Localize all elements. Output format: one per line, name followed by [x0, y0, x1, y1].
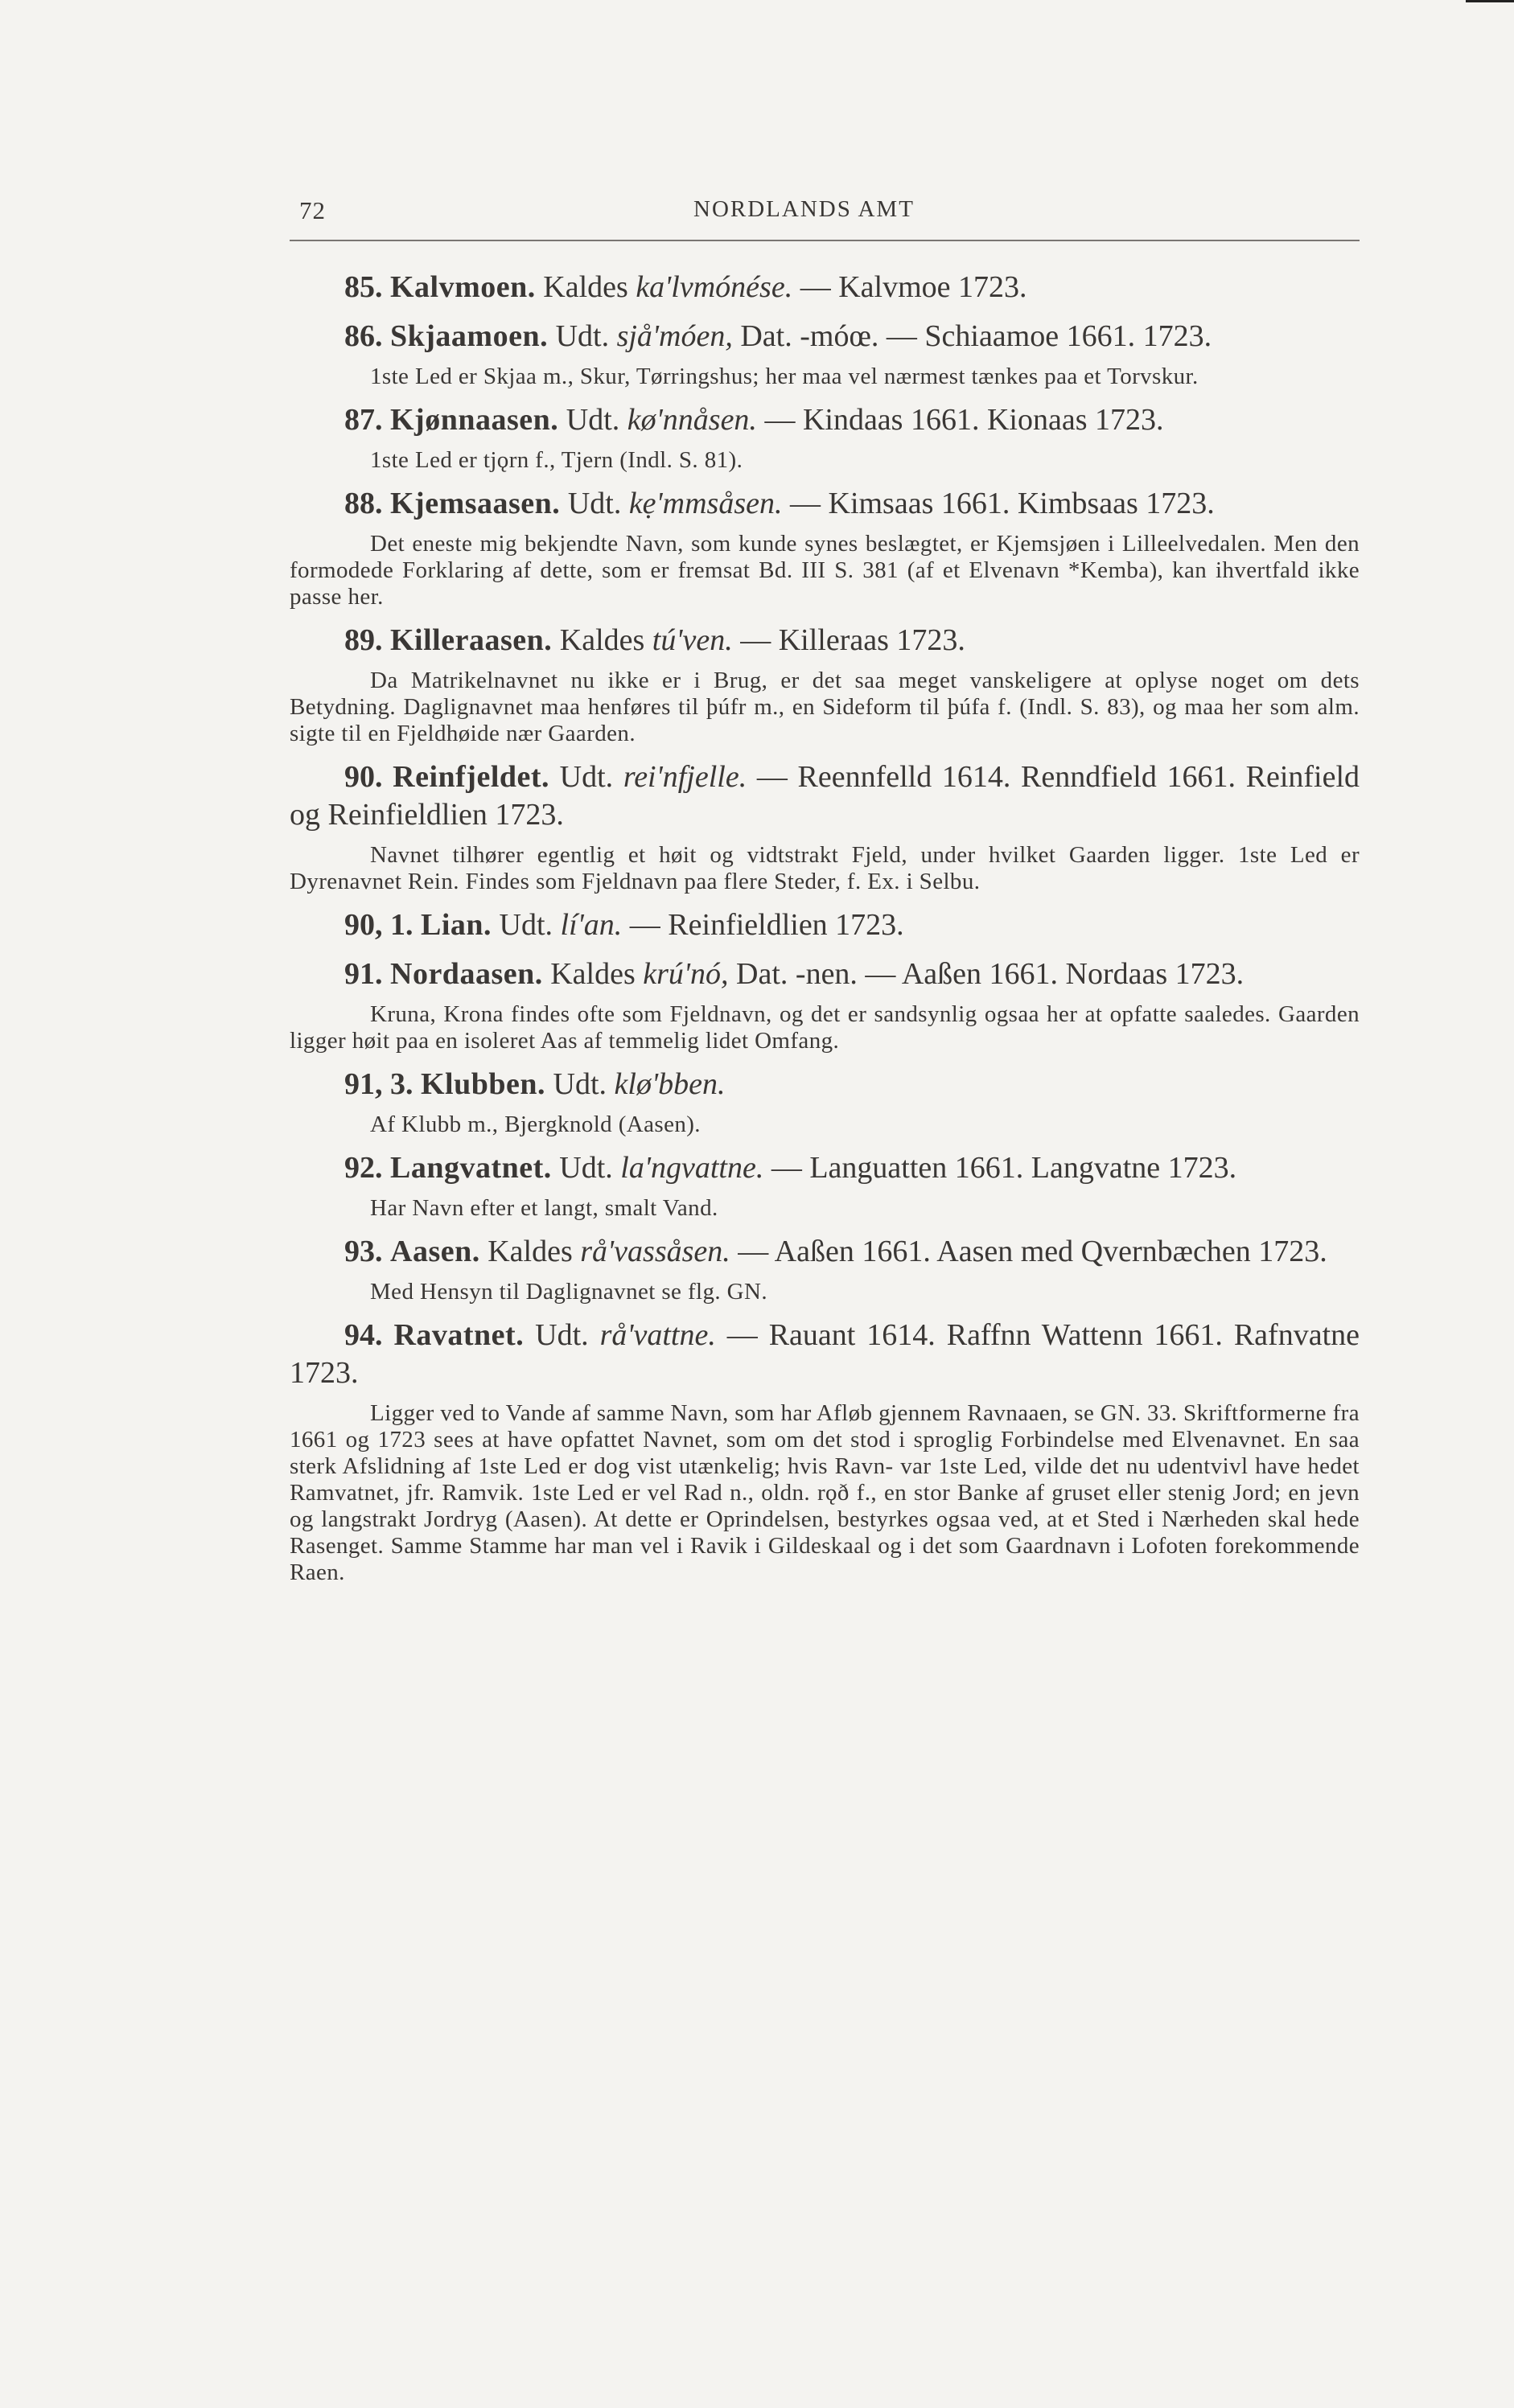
entry-number: 90.: [344, 760, 383, 794]
entry-note: 1ste Led er Skjaa m., Skur, Tørringshus; her maa vel nærmest tænkes paa et Torvskur.: [370, 364, 1199, 389]
entry-note: Med Hensyn til Daglignavnet se flg. GN.: [370, 1279, 768, 1305]
place-entry: [290, 955, 1360, 1054]
entry-name: Klubben.: [421, 1067, 546, 1101]
entry-note: Navnet tilhører egentlig et høit og vidtstrakt Fjeld, under hvilket Gaarden ligger. 1ste Led er Dyrenavnet Rein. Findes som Fjeldnavn paa flere Steder, f. Ex. i Selbu.: [290, 842, 1360, 894]
entry-verb: Udt.: [535, 1318, 589, 1352]
entry-heading: [290, 401, 1360, 439]
entry-heading: [290, 1066, 1360, 1103]
page-number: 72: [299, 196, 326, 224]
place-entry: [290, 1233, 1360, 1305]
entry-verb: Kaldes: [543, 270, 628, 304]
entry-verb: Udt.: [553, 1067, 607, 1101]
place-entry: [290, 401, 1360, 474]
entry-number: 91, 3.: [344, 1067, 413, 1101]
entry-number: 88.: [344, 487, 383, 520]
entry-heading: [290, 758, 1360, 834]
entry-heading: [290, 1149, 1360, 1187]
entry-verb: Udt.: [559, 1151, 613, 1185]
entry-forms: Dat. -nen. — Aaßen 1661. Nordaas 1723.: [736, 957, 1245, 991]
entry-verb: Udt.: [499, 908, 553, 942]
entry-number: 85.: [344, 270, 383, 304]
entry-name: Langvatnet.: [390, 1151, 552, 1185]
entry-number: 89.: [344, 623, 383, 657]
entry-name: Reinfjeldet.: [393, 760, 550, 794]
entry-note: Da Matrikelnavnet nu ikke er i Brug, er det saa meget vanskeligere at oplyse noget om dets Betydning. Daglignavnet maa henføres til þúfr m., en Sideform til þúfa f. (Indl. S. 83), og maa her som alm. sigte til en Fjeldhøide nær Gaarden.: [290, 668, 1360, 746]
entry-note: Af Klubb m., Bjergknold (Aasen).: [370, 1112, 701, 1137]
page-edge-mark: [1466, 0, 1514, 2]
running-head: [290, 185, 1360, 233]
entry-pronunciation: rå'vassåsen.: [580, 1235, 730, 1268]
entry-verb: Udt.: [567, 487, 622, 520]
entry-verb: Udt.: [559, 760, 614, 794]
entry-number: 90, 1.: [344, 908, 413, 942]
entry-number: 91.: [344, 957, 383, 991]
place-entry: [290, 906, 1360, 944]
entry-heading: [290, 1317, 1360, 1392]
entry-number: 87.: [344, 403, 383, 437]
entry-number: 93.: [344, 1235, 383, 1268]
place-entry: [290, 485, 1360, 610]
entry-pronunciation: kẹ'mmsåsen.: [628, 487, 783, 520]
entry-forms: — Kalvmoe 1723.: [800, 270, 1027, 304]
entry-heading: [290, 318, 1360, 355]
entry-pronunciation: ka'lvmónése.: [636, 270, 793, 304]
entry-forms: Dat. -móœ. — Schiaamoe 1661. 1723.: [740, 319, 1212, 353]
entry-forms: — Rauant 1614. Raffnn Wattenn 1661. Rafnvatne 1723.: [290, 1318, 1360, 1390]
entry-pronunciation: rå'vattne.: [599, 1318, 716, 1352]
entry-pronunciation: tú'ven.: [652, 623, 733, 657]
entry-pronunciation: klø'bben.: [614, 1067, 726, 1101]
entry-name: Aasen.: [390, 1235, 480, 1268]
entry-number: 94.: [344, 1318, 383, 1352]
entry-name: Killeraasen.: [390, 623, 553, 657]
place-entry: [290, 1149, 1360, 1222]
entry-name: Kjemsaasen.: [390, 487, 561, 520]
entry-pronunciation: kø'nnåsen.: [627, 403, 757, 437]
place-entry: [290, 622, 1360, 747]
entry-forms: — Reinfieldlien 1723.: [629, 908, 904, 942]
entry-pronunciation: krú'nó,: [643, 957, 729, 991]
place-entry: [290, 1066, 1360, 1138]
entry-number: 86.: [344, 319, 383, 353]
entry-verb: Udt.: [555, 319, 610, 353]
entry-forms: — Reennfelld 1614. Renndfield 1661. Reinfield og Reinfieldlien 1723.: [290, 760, 1360, 832]
entry-forms: — Languatten 1661. Langvatne 1723.: [771, 1151, 1237, 1185]
entry-name: Ravatnet.: [393, 1318, 525, 1352]
place-entry: [290, 1317, 1360, 1586]
entry-name: Kjønnaasen.: [390, 403, 559, 437]
entry-heading: [290, 955, 1360, 993]
entry-pronunciation: sjå'móen,: [616, 319, 733, 353]
header-rule: [290, 240, 1360, 241]
entry-name: Nordaasen.: [390, 957, 543, 991]
entry-heading: [290, 622, 1360, 660]
entry-verb: Kaldes: [488, 1235, 573, 1268]
entry-heading: [290, 1233, 1360, 1271]
entry-note: 1ste Led er tjǫrn f., Tjern (Indl. S. 81).: [370, 447, 743, 473]
entry-pronunciation: rei'nfjelle.: [623, 760, 747, 794]
entry-list: [290, 269, 1360, 1586]
entry-note: Ligger ved to Vande af samme Navn, som har Afløb gjennem Ravnaaen, se GN. 33. Skriftformerne fra 1661 og 1723 sees at have opfattet Navnet, som om det stod i sproglig Forbindelse med Elvenavnet. En saa sterk Afslidning af 1ste Led er dog vist utænkelig; hvis Ravn- var 1ste Led, vilde det nu udentvivl have hedet Ramvatnet, jfr. Ramvik. 1ste Led er vel Rad n., oldn. rǫð f., en stor Banke af gruset eller stenig Jord; en jevn og langstrakt Jordryg (Aasen). At dette er Oprindelsen, bestyrkes ogsaa ved, at et Sted i Nærheden skal hede Rasenget. Samme Stamme har man vel i Ravik i Gildeskaal og i det som Gaardnavn i Lofoten forekommende Raen.: [290, 1400, 1360, 1585]
entry-name: Lian.: [421, 908, 492, 942]
entry-forms: — Kimsaas 1661. Kimbsaas 1723.: [790, 487, 1215, 520]
entry-verb: Udt.: [566, 403, 620, 437]
running-title: NORDLANDS AMT: [693, 196, 915, 222]
place-entry: [290, 318, 1360, 390]
entry-note: Det eneste mig bekjendte Navn, som kunde synes beslægtet, er Kjemsjøen i Lilleelvedalen. Men den formodede Forklaring af dette, som er fremsat Bd. III S. 381 (af et Elvenavn *Kemba), kan ihvertfald ikke passe her.: [290, 531, 1360, 610]
entry-number: 92.: [344, 1151, 383, 1185]
entry-forms: — Killeraas 1723.: [740, 623, 965, 657]
entry-heading: [290, 269, 1360, 306]
entry-name: Skjaamoen.: [390, 319, 549, 353]
entry-forms: — Kindaas 1661. Kionaas 1723.: [764, 403, 1164, 437]
entry-pronunciation: lí'an.: [560, 908, 623, 942]
entry-verb: Kaldes: [559, 623, 645, 657]
entry-heading: [290, 485, 1360, 523]
entry-forms: — Aaßen 1661. Aasen med Qvernbæchen 1723.: [738, 1235, 1327, 1268]
entry-note: Kruna, Krona findes ofte som Fjeldnavn, og det er sandsynlig ogsaa her at opfatte saaledes. Gaarden ligger høit paa en isoleret Aas af temmelig lidet Omfang.: [290, 1001, 1360, 1054]
text-block: [290, 185, 1360, 1597]
entry-note: Har Navn efter et langt, smalt Vand.: [370, 1195, 718, 1221]
place-entry: [290, 269, 1360, 306]
entry-verb: Kaldes: [550, 957, 636, 991]
entry-name: Kalvmoen.: [390, 270, 536, 304]
entry-pronunciation: la'ngvattne.: [620, 1151, 764, 1185]
entry-heading: [290, 906, 1360, 944]
place-entry: [290, 758, 1360, 895]
